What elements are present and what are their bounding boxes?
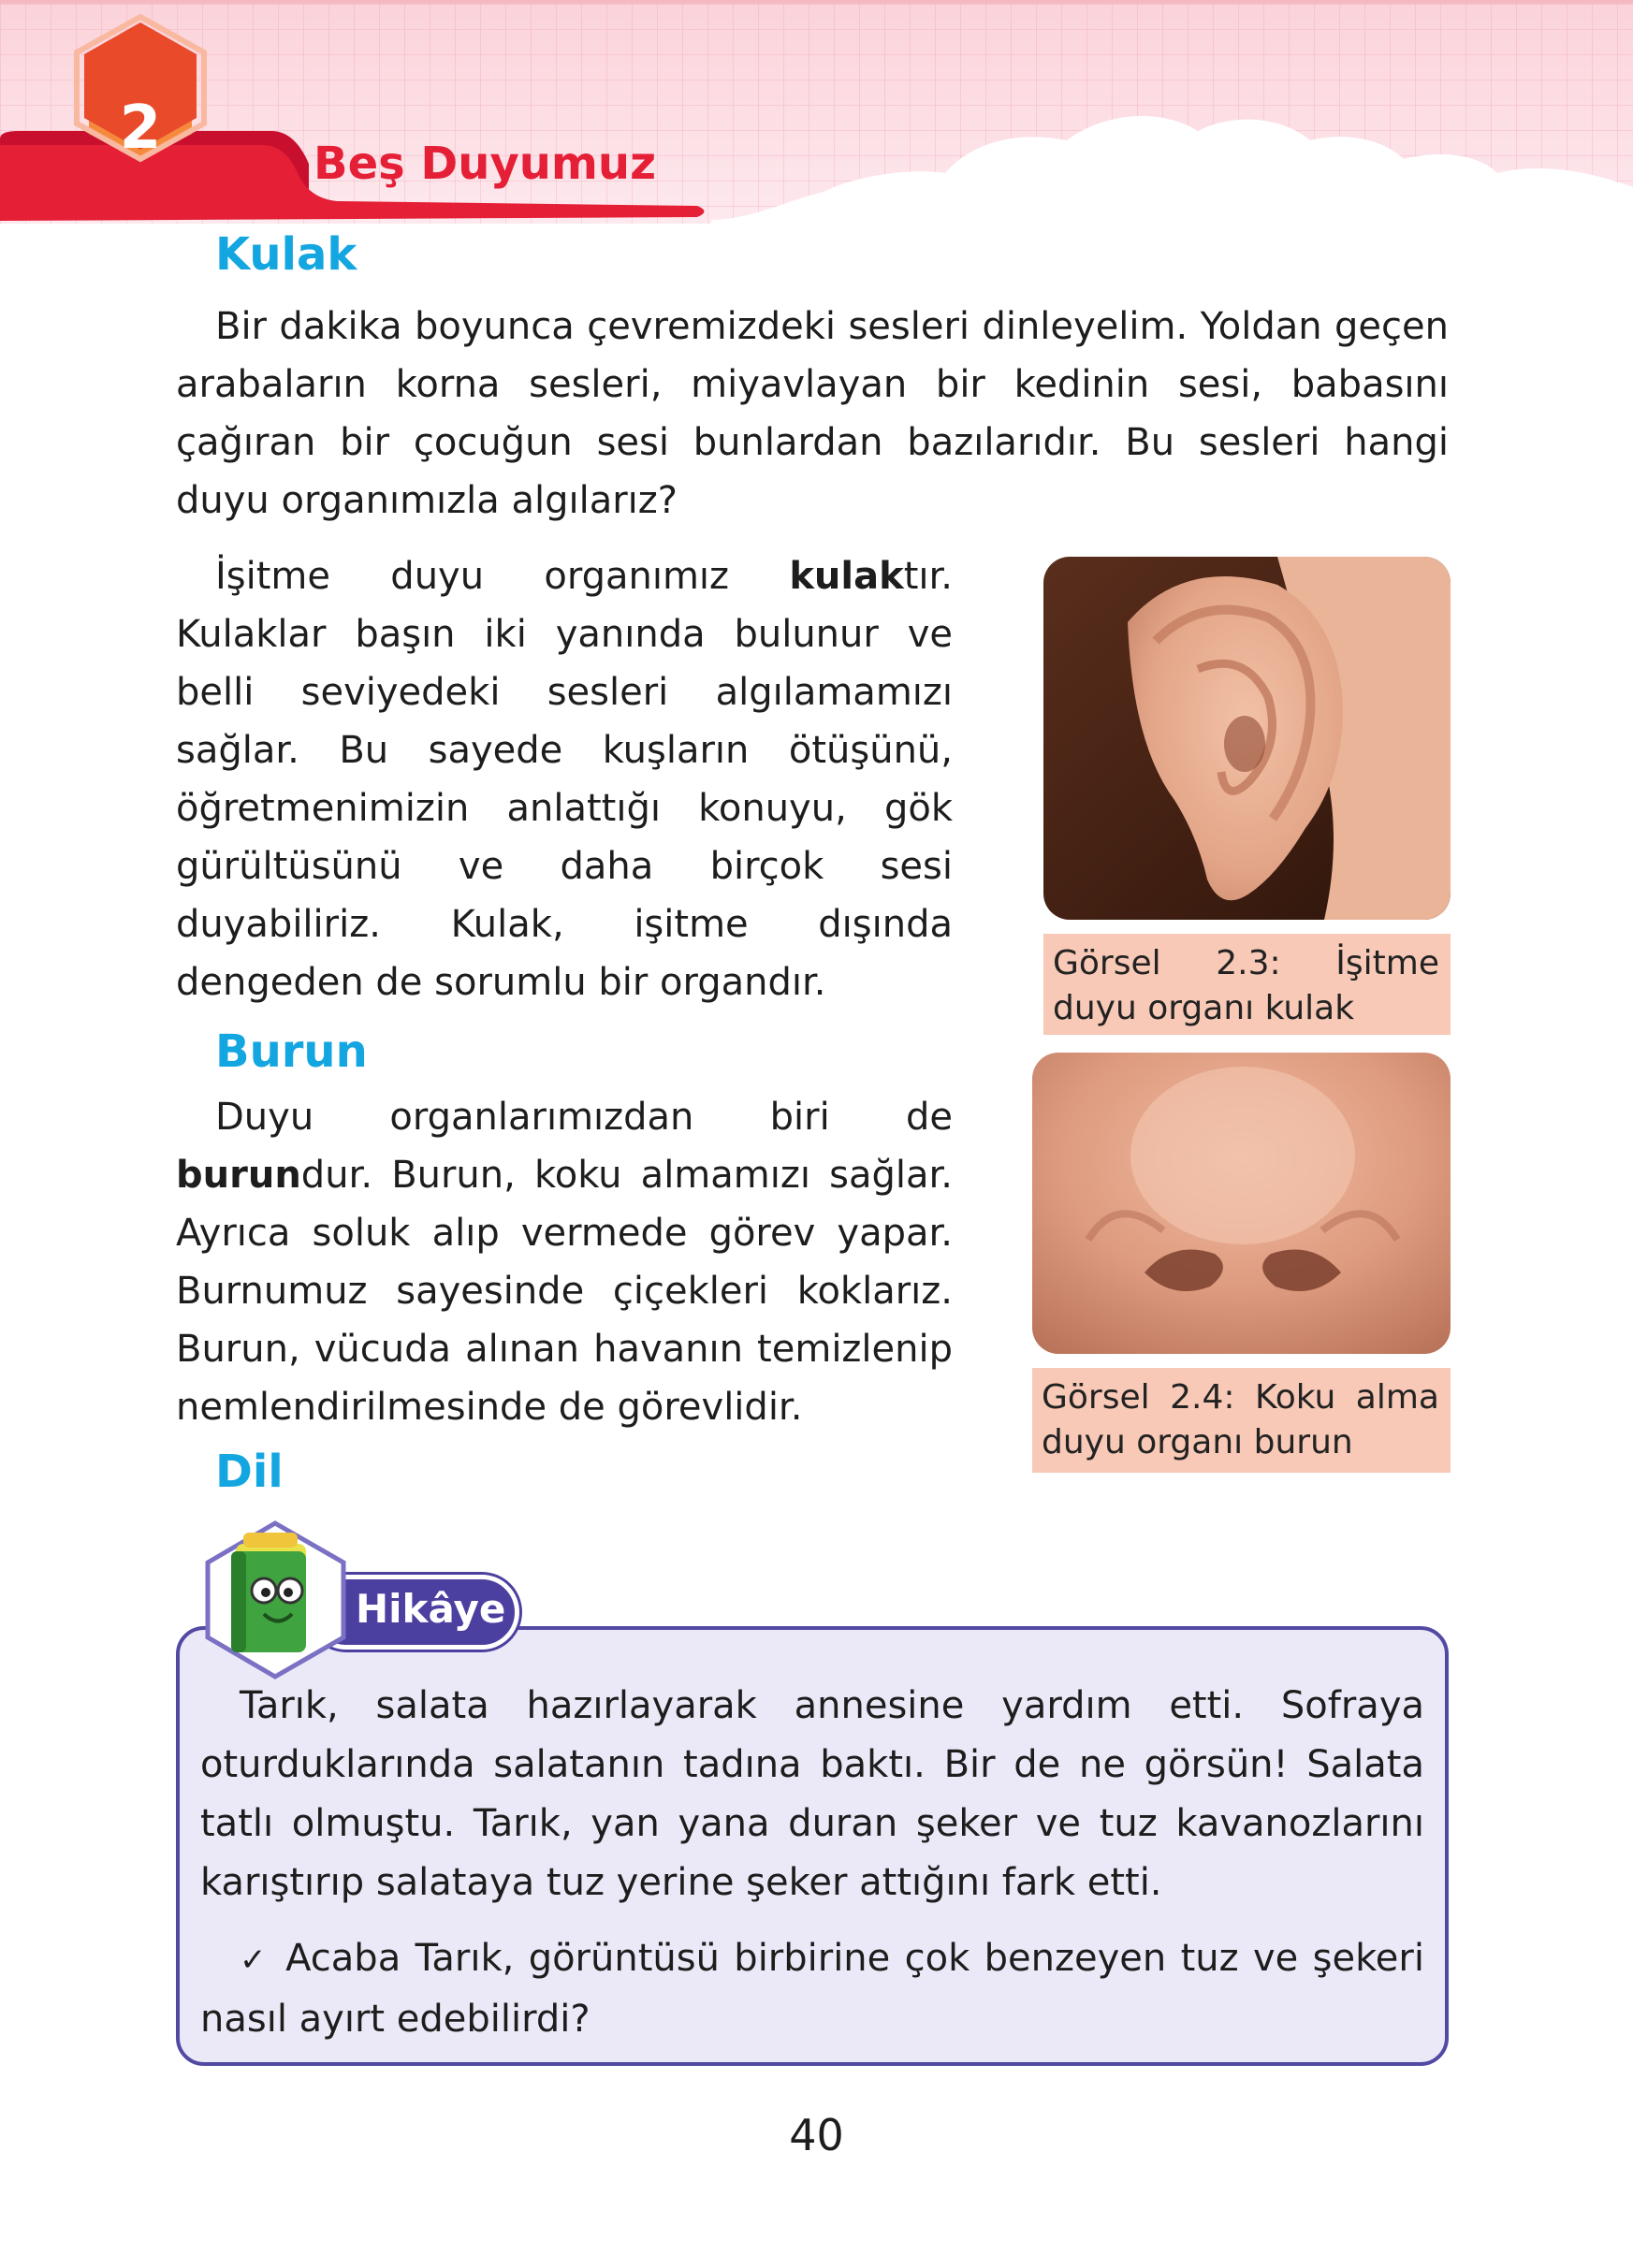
burun-body-bold: burun: [176, 1154, 301, 1197]
kulak-body-text-1: İşitme duyu organımız: [215, 555, 790, 598]
section-heading-kulak: Kulak: [215, 228, 357, 281]
story-question-text: Acaba Tarık, görüntüsü birbirine çok benzeyen tuz ve şekeri nasıl ayırt edebilirdi?: [200, 1937, 1424, 2041]
nose-photo: [1032, 1053, 1451, 1354]
caption-nose: Görsel 2.4: Koku alma duyu organı burun: [1032, 1368, 1451, 1473]
burun-body-paragraph: [176, 1088, 953, 1436]
kulak-body-text-2: tır. Kulaklar başın iki yanında bulunur ve belli seviyedeki sesleri algılamamızı sağlar. Bu sayede kuşların ötüşünü, öğretmenimizin anlattığı konuyu, gök gürültüsünü ve daha birçok sesi duyabiliriz. Kulak, işitme dışında dengeden de sorumlu bir organdır.: [176, 555, 953, 1004]
section-heading-burun: Burun: [215, 1025, 368, 1078]
section-heading-dil: Dil: [215, 1446, 284, 1498]
ear-photo: [1043, 557, 1451, 920]
book-mascot-icon: [198, 1516, 353, 1679]
kulak-intro-paragraph: Bir dakika boyunca çevremizdeki sesleri dinleyelim. Yoldan geçen arabaların korna sesleri, miyavlayan bir kedinin sesi, babasını çağıran bir çocuğun sesi bunlardan bazılarıdır. Bu sesleri hangi duyu organımızla algılarız?: [176, 305, 1449, 522]
story-question: [200, 1929, 1424, 2049]
kulak-body-bold: kulak: [789, 555, 904, 598]
burun-body-text-1: Duyu organlarımızdan biri de: [215, 1096, 953, 1139]
kulak-body-paragraph: [176, 547, 953, 1011]
checkmark-icon: ✓: [240, 1941, 270, 1979]
caption-ear: Görsel 2.3: İşitme duyu organı kulak: [1043, 934, 1451, 1035]
story-box: [176, 1626, 1449, 2066]
chapter-number: 2: [119, 94, 162, 163]
story-text: Tarık, salata hazırlayarak annesine yardım etti. Sofraya oturduklarında salatanın tadına baktı. Bir de ne görsün! Salata tatlı olmuştu. Tarık, yan yana duran şeker ve tuz kavanozlarını karıştırıp salataya tuz yerine şeker attığını fark etti.: [200, 1684, 1424, 1904]
chapter-title: Beş Duyumuz: [313, 138, 657, 190]
story-label: Hikâye: [356, 1586, 506, 1632]
burun-body-text-2: dur. Burun, koku almamızı sağlar. Ayrıca soluk alıp vermede görev yapar. Burnumuz sayesinde çiçekleri koklarız. Burun, vücuda alınan havanın temizlenip nemlendirilmesinde de görevlidir.: [176, 1154, 953, 1429]
page-number: 40: [789, 2110, 844, 2160]
